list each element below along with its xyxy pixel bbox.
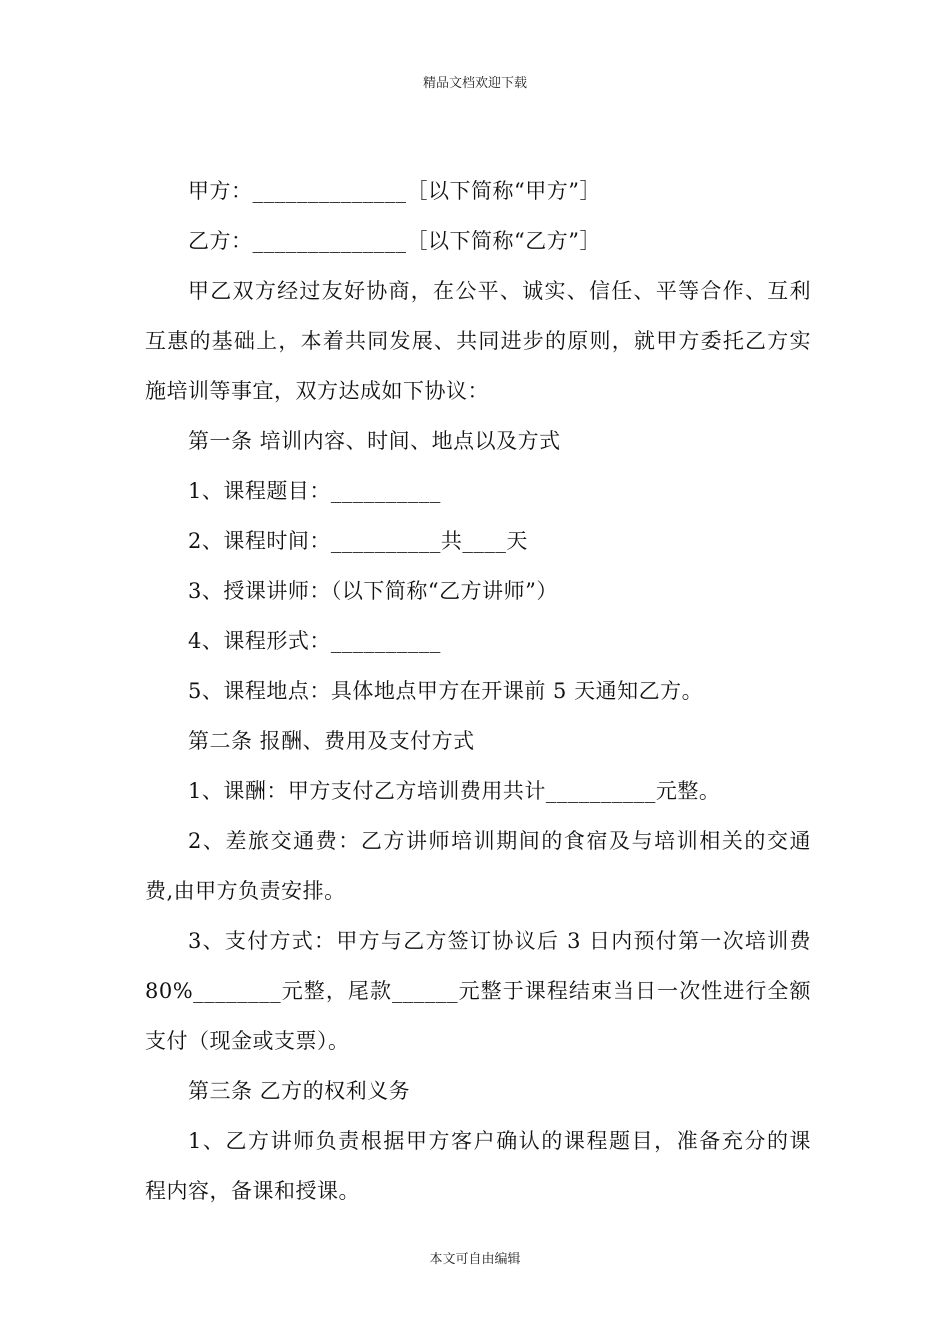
- page-header: 精品文档欢迎下载: [422, 76, 527, 91]
- document-line: 支付（现金或支票）。: [145, 1029, 350, 1053]
- document-line: 3、支付方式：甲方与乙方签订协议后 3 日内预付第一次培训费: [188, 929, 811, 953]
- document-body: [145, 166, 811, 1216]
- document-line: 1、课酬：甲方支付乙方培训费用共计__________元整。: [188, 779, 721, 803]
- document-line: 4、课程形式：__________: [188, 629, 441, 653]
- document-line: 甲乙双方经过友好协商，在公平、诚实、信任、平等合作、互利: [188, 279, 811, 303]
- document-line: 第一条 培训内容、时间、地点以及方式: [188, 429, 561, 453]
- document-line: 互惠的基础上，本着共同发展、共同进步的原则，就甲方委托乙方实: [145, 329, 811, 353]
- document-line: 1、课程题目：__________: [188, 479, 441, 503]
- document-line: 2、课程时间：__________共____天: [188, 529, 528, 553]
- document-line: 第二条 报酬、费用及支付方式: [188, 729, 475, 753]
- page-footer: 本文可自由编辑: [429, 1252, 521, 1267]
- document-line: 费,由甲方负责安排。: [145, 879, 346, 903]
- document-line: 施培训等事宜，双方达成如下协议：: [145, 379, 489, 403]
- document-line: 甲方：______________［以下简称“甲方”］: [188, 179, 601, 203]
- document-line: 5、课程地点：具体地点甲方在开课前 5 天通知乙方。: [188, 679, 704, 703]
- document-line: 第三条 乙方的权利义务: [188, 1079, 411, 1103]
- document-line: 乙方：______________［以下简称“乙方”］: [188, 229, 601, 253]
- document-line: 3、授课讲师：（以下简称“乙方讲师”）: [188, 579, 558, 603]
- document-line: 2、差旅交通费：乙方讲师培训期间的食宿及与培训相关的交通: [188, 829, 811, 853]
- document-line: 1、乙方讲师负责根据甲方客户确认的课程题目，准备充分的课: [188, 1129, 811, 1153]
- document-line: 80%________元整，尾款______元整于课程结束当日一次性进行全额: [145, 979, 811, 1003]
- document-line: 程内容，备课和授课。: [145, 1179, 360, 1203]
